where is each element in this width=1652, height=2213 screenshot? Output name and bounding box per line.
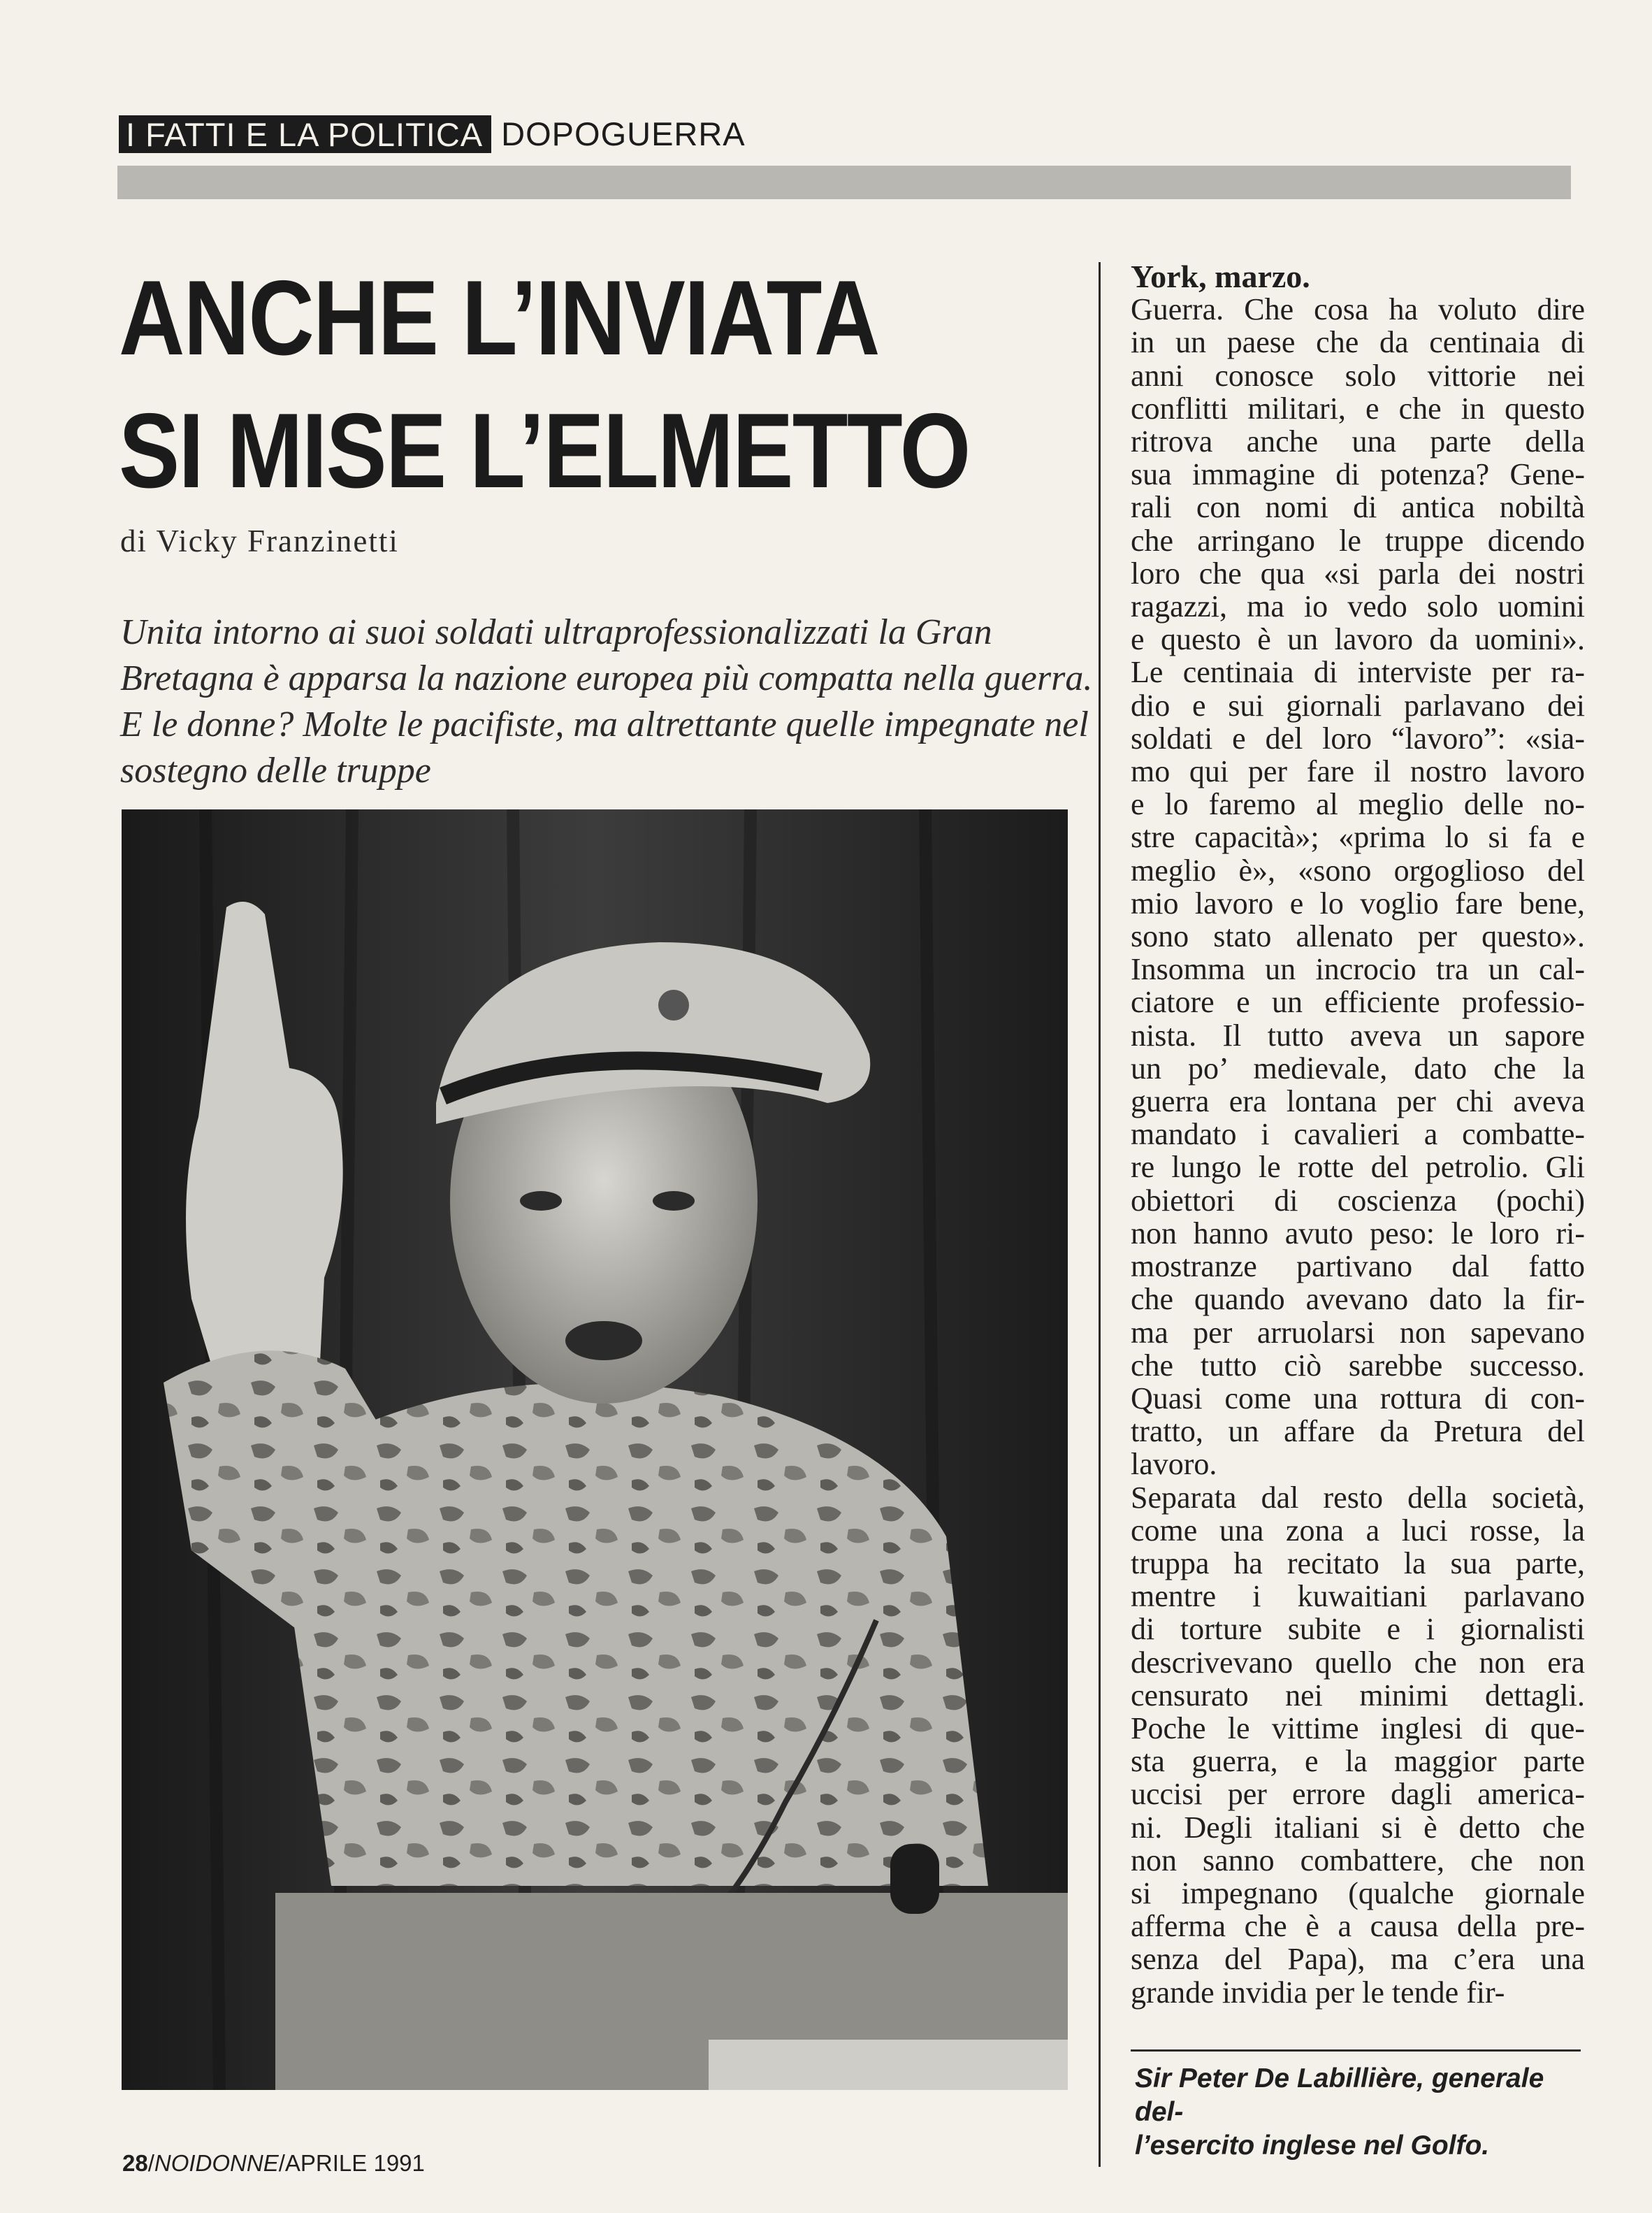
article-line: di torture subite e i giornalisti (1131, 1612, 1585, 1647)
article-line: si impegnano (qualche giornale (1131, 1875, 1585, 1910)
article-line: non sanno combattere, che non (1131, 1843, 1585, 1877)
article-line: descrivevano quello che non era (1131, 1645, 1585, 1680)
article-line: un po’ medievale, dato che la (1131, 1051, 1585, 1086)
article-line: mentre i kuwaitiani parlavano (1131, 1579, 1585, 1614)
article-line: dio e sui giornali parlavano dei (1131, 688, 1585, 723)
article-line: mostranze partivano dal fatto (1131, 1249, 1585, 1284)
article-line: sono stato allenato per questo». (1131, 919, 1585, 954)
article-line: mo qui per fare il nostro lavoro (1131, 754, 1585, 789)
article-column (1131, 260, 1585, 2009)
article-line: Separata dal resto della società, (1131, 1480, 1585, 1515)
article-line: truppa ha recitato la sua parte, (1131, 1545, 1585, 1580)
article-line: tratto, un affare da Pretura del (1131, 1414, 1585, 1449)
article-line: che tutto ciò sarebbe successo. (1131, 1348, 1585, 1383)
article-line: come una zona a luci rosse, la (1131, 1513, 1585, 1548)
article-line: nista. Il tutto aveva un sapore (1131, 1018, 1585, 1053)
article-line: Le centinaia di interviste per ra- (1131, 655, 1585, 690)
page-footer: 28/NOIDONNE/APRILE 1991 (122, 2150, 425, 2176)
article-line: loro che qua «si parla dei nostri (1131, 556, 1585, 591)
article-line: obiettori di coscienza (pochi) (1131, 1183, 1585, 1218)
article-line: ma per arruolarsi non sapevano (1131, 1315, 1585, 1350)
article-line: conflitti militari, e che in questo (1131, 391, 1585, 426)
article-line: Quasi come una rottura di con- (1131, 1381, 1585, 1415)
article-line: mio lavoro e lo voglio fare bene, (1131, 886, 1585, 921)
article-line: meglio è», «sono orgoglioso del (1131, 853, 1585, 888)
article-line: e lo faremo al meglio delle no- (1131, 787, 1585, 822)
summary: Unita intorno ai suoi soldati ultraprofessionalizzati la Gran Bretagna è apparsa la nazione europea più compatta nella guerra. E le donne? Molte le pacifiste, ma altrettante quelle impegnate nel sostegno delle truppe (120, 612, 1093, 791)
article-line: che quando avevano dato la fir- (1131, 1282, 1585, 1317)
article-line: Insomma un incrocio tra un cal- (1131, 952, 1585, 987)
article-line: re lungo le rotte del petrolio. Gli (1131, 1150, 1585, 1185)
article-line: che arringano le truppe dicendo (1131, 523, 1585, 558)
caption-rule (1131, 2049, 1581, 2052)
article-body (1131, 293, 1585, 2009)
article-line: lavoro. (1131, 1447, 1217, 1482)
photo-caption (1135, 2062, 1589, 2163)
section-topic: DOPOGUERRA (501, 115, 746, 152)
article-line: in un paese che da centinaia di (1131, 325, 1585, 360)
article-line: anni conosce solo vittorie nei (1131, 358, 1585, 393)
caption-line-1: Sir Peter De Labillière, generale del- (1135, 2063, 1544, 2127)
caption-line-2: l’esercito inglese nel Golfo. (1135, 2131, 1490, 2161)
article-line: sta guerra, e la maggior parte (1131, 1744, 1585, 1779)
article-line: Poche le vittime inglesi di que- (1131, 1710, 1585, 1745)
article-line: uccisi per errore dagli america- (1131, 1777, 1585, 1812)
article-line: stre capacità»; «prima lo si fa e (1131, 820, 1585, 855)
article-line: ritrova anche una parte della (1131, 424, 1585, 459)
issue-date: APRILE 1991 (284, 2150, 425, 2176)
photo-illustration (122, 809, 1068, 2090)
headline-line-1: ANCHE L’INVIATA (119, 259, 879, 377)
article-line: ni. Degli italiani si è detto che (1131, 1810, 1585, 1845)
article-line: guerra era lontana per chi aveva (1131, 1084, 1585, 1119)
byline: di Vicky Franzinetti (120, 524, 399, 558)
photo-general-speaking (122, 809, 1068, 2090)
section-label: I FATTI E LA POLITICA (119, 115, 491, 153)
article-line: censurato nei minimi dettagli. (1131, 1678, 1585, 1713)
article-line: grande invidia per le tende fir- (1131, 1975, 1505, 2010)
column-divider (1099, 262, 1101, 2167)
headline-line-2: SI MISE L’ELMETTO (119, 391, 970, 510)
magazine-name: NOIDONNE (154, 2150, 279, 2176)
page-number: 28 (122, 2150, 148, 2176)
article-line: ciatore e un efficiente professio- (1131, 985, 1585, 1020)
header-band (117, 166, 1571, 199)
section-header (119, 115, 746, 153)
article-line: mandato i cavalieri a combatte- (1131, 1117, 1585, 1152)
article-line: non hanno avuto peso: le loro ri- (1131, 1216, 1585, 1250)
article-line: rali con nomi di antica nobiltà (1131, 490, 1585, 525)
article-line: soldati e del loro “lavoro”: «sia- (1131, 721, 1585, 756)
article-line: sua immagine di potenza? Gene- (1131, 457, 1585, 492)
article-line: e questo è un lavoro da uomini». (1131, 622, 1585, 657)
article-line: ragazzi, ma io vedo solo uomini (1131, 589, 1585, 624)
article-line: senza del Papa), ma c’era una (1131, 1942, 1585, 1977)
article-line: afferma che è a causa della pre- (1131, 1909, 1585, 1944)
dateline: York, marzo. (1131, 259, 1310, 294)
article-line: Guerra. Che cosa ha voluto dire (1131, 292, 1585, 327)
headline (119, 252, 970, 517)
